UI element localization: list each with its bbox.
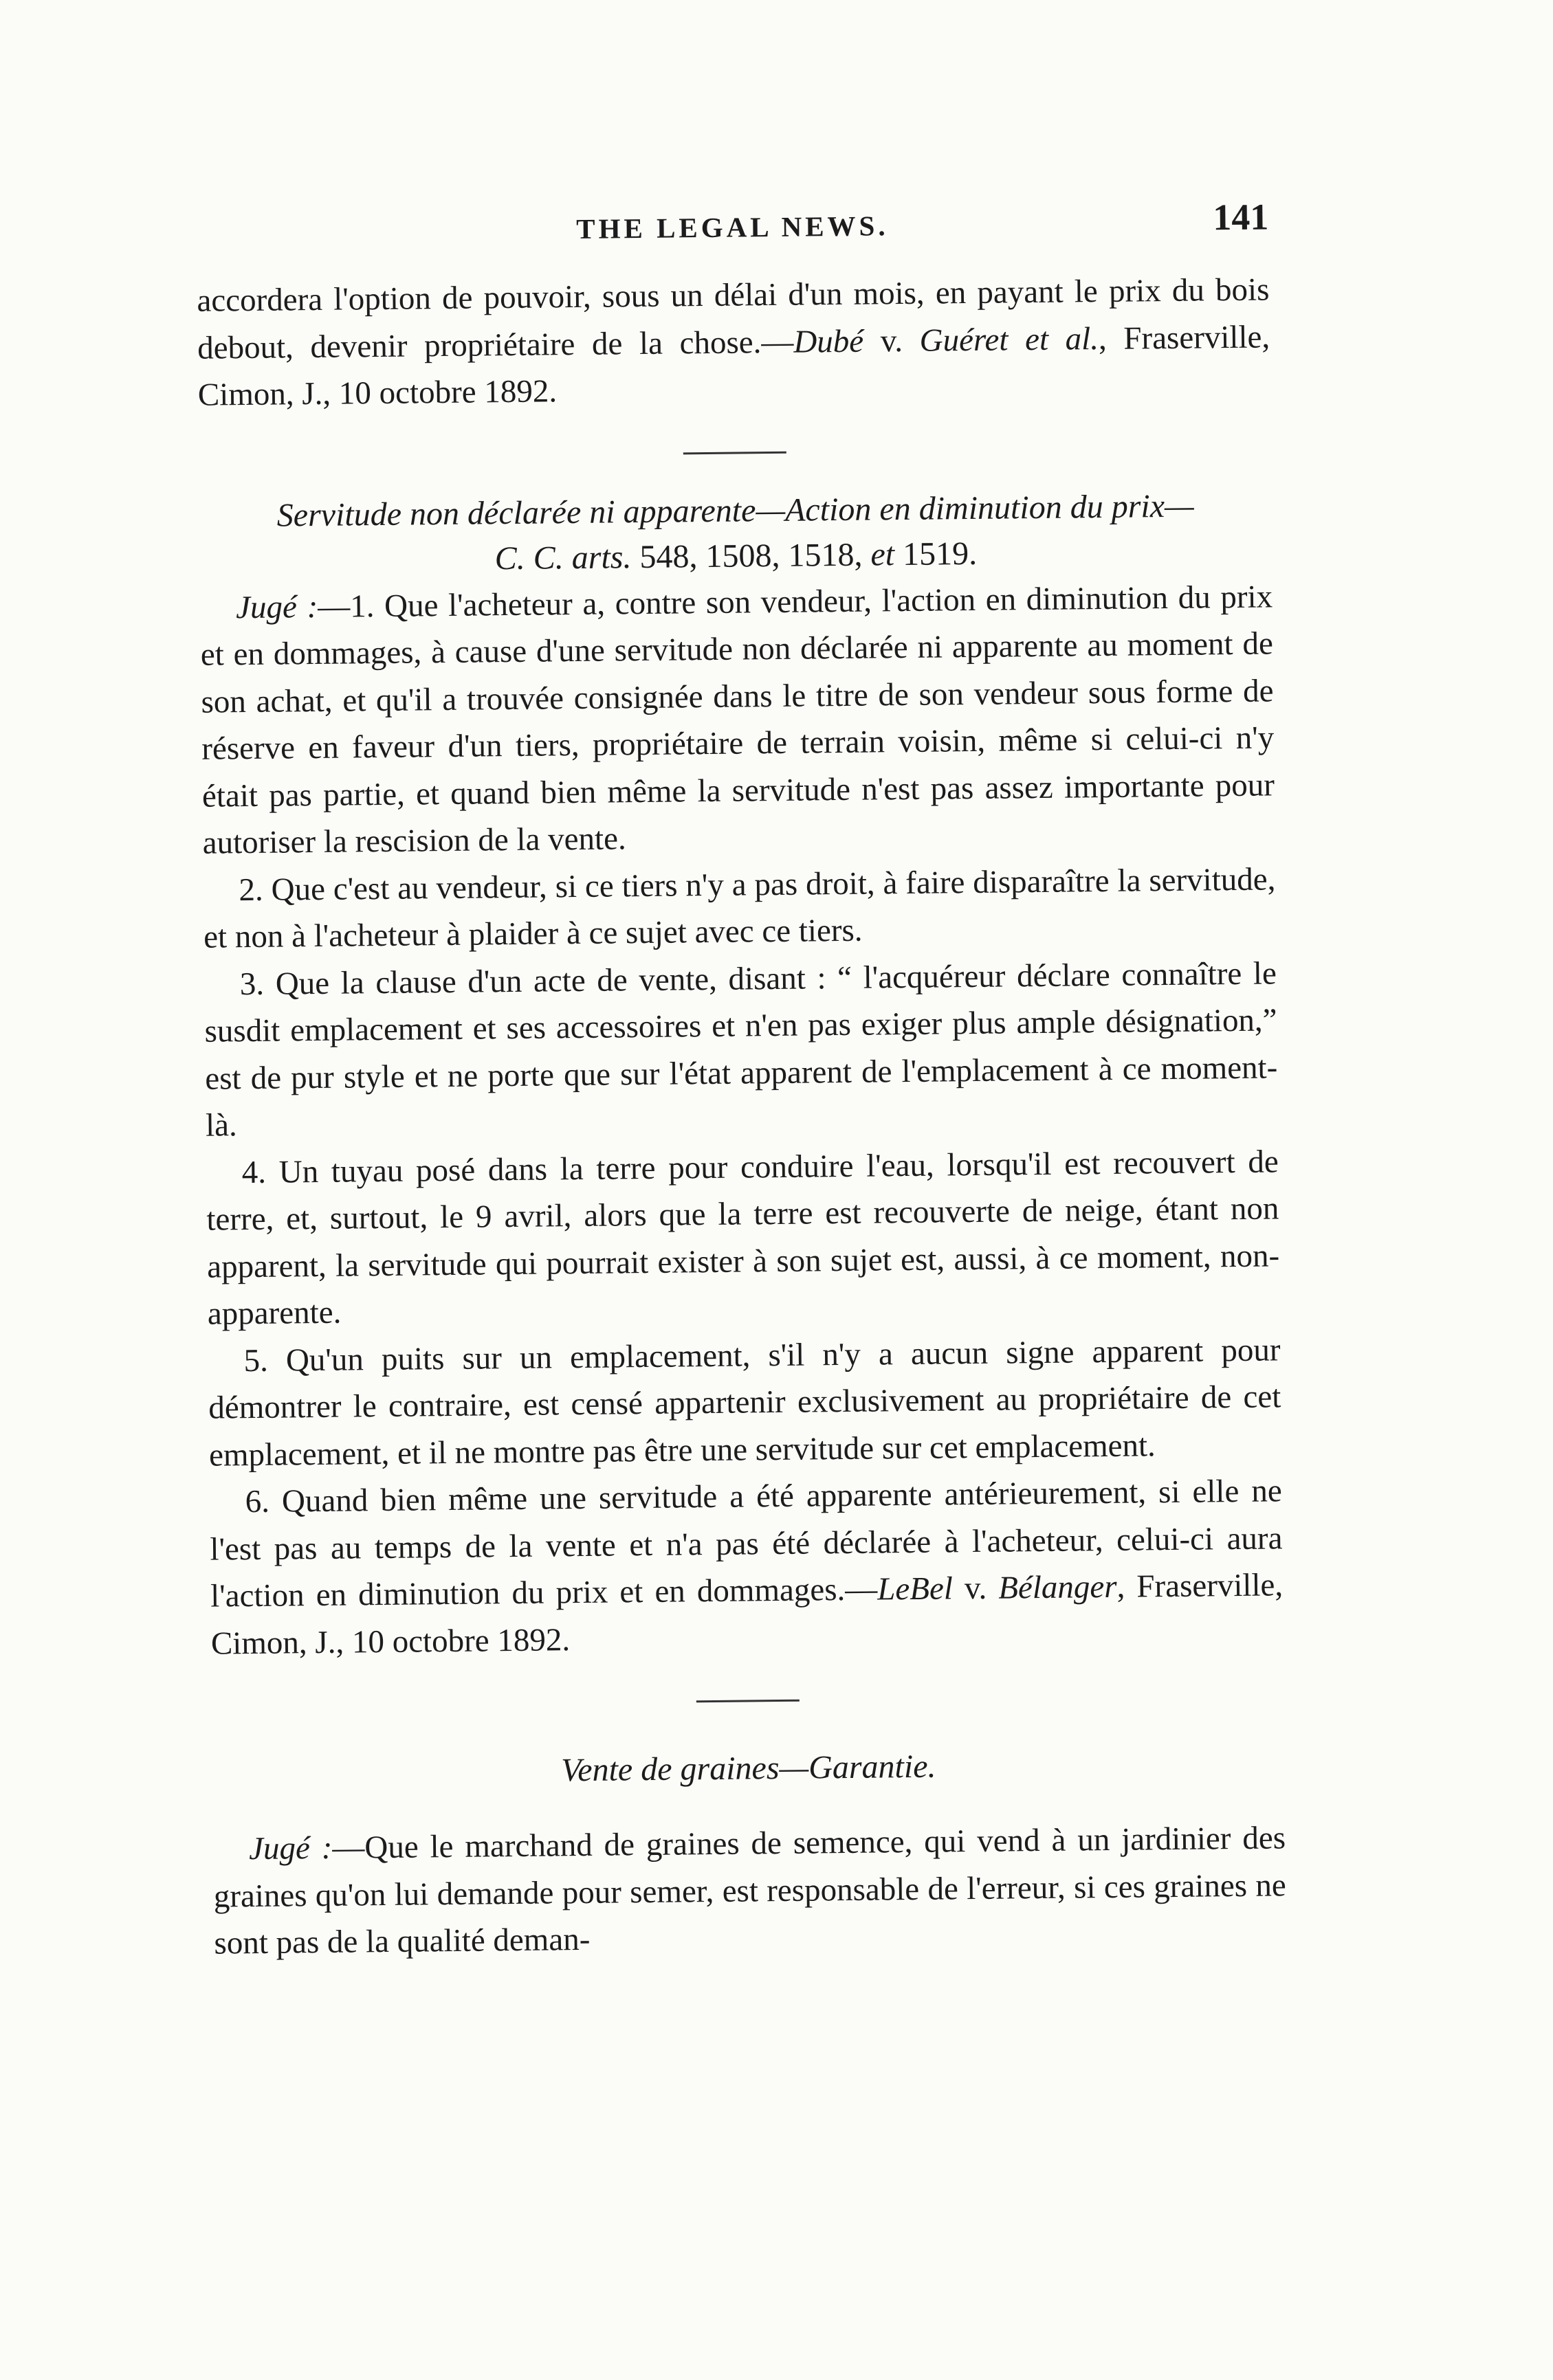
conjunction: et xyxy=(870,535,895,573)
holding-paragraph xyxy=(209,1467,1284,1667)
article-numbers: 1519. xyxy=(894,535,978,572)
versus: v. xyxy=(952,1570,999,1607)
page-body xyxy=(197,266,1287,1967)
civil-code-ref: C. C. arts. xyxy=(494,538,632,577)
carryover-paragraph xyxy=(197,266,1270,419)
running-title: THE LEGAL NEWS. xyxy=(575,210,889,245)
holding-paragraph: 4. Un tuyau posé dans la terre pour conduire l'eau, lorsqu'il est recouvert de terre, et, surtout, le 9 avril, alors que la terre est recouverte de neige, étant non apparent, la servitude qui pourrait exister à son sujet est, aussi, à ce moment, non-apparente. xyxy=(206,1143,1280,1332)
party-name: LeBel xyxy=(877,1570,954,1608)
page-header xyxy=(196,195,1269,261)
case-heading-line: Servitude non déclarée ni apparente—Action en diminution du prix— xyxy=(276,487,1194,534)
versus: v. xyxy=(863,322,920,359)
holding-paragraph: 2. Que c'est au vendeur, si ce tiers n'y a pas droit, à faire disparaître la servitude, et non à l'acheteur à plaider à ce sujet avec ce tiers. xyxy=(203,860,1276,955)
holding-paragraph xyxy=(213,1814,1287,1967)
juge-label: Jugé : xyxy=(248,1830,333,1867)
holding-paragraph: 5. Qu'un puits sur un emplacement, s'il n'y a aucun signe apparent pour démontrer le contraire, est censé appartenir exclusivement au propriétaire de cet emplacement, et il ne montre pas être une servitude sur cet emplacement. xyxy=(208,1331,1281,1473)
party-name: Dubé xyxy=(793,323,864,360)
holding-paragraph: 3. Que la clause d'un acte de vente, disant : “ l'acquéreur déclare connaître le susdit emplacement et ses accessoires et n'en pas exiger plus ample désignation,” est de pur style et ne porte que sur l'état apparent de l'emplacement à ce moment-là. xyxy=(204,955,1278,1144)
article-numbers: 548, 1508, 1518, xyxy=(631,536,871,575)
party-name: Bélanger xyxy=(998,1568,1117,1606)
juge-label: Jugé : xyxy=(235,588,318,625)
carryover-text: accordera l'option de pouvoir, sous un délai d'un mois, en payant le prix du bois debout, devenir propriétaire de la chose.— xyxy=(197,271,1270,366)
section-divider xyxy=(683,451,786,454)
case-heading: Vente de graines—Garantie. xyxy=(560,1748,936,1789)
section-divider xyxy=(696,1700,800,1703)
holding-text: 6. Quand bien même une servitude a été apparente antérieurement, si elle ne l'est pas au temps de la vente et n'a pas été déclarée à l'acheteur, celui-ci aura l'action en diminution du prix et en dommages.— xyxy=(210,1473,1283,1614)
case-heading xyxy=(199,482,1272,584)
holding-text: —1. Que l'acheteur a, contre son vendeur, l'action en diminution du prix et en dommages, à cause d'une servitude non déclarée ni apparente au moment de son achat, et qu'il a trouvée consignée dans le titre de son vendeur sous forme de réserve en faveur d'un tiers, propriétaire de terrain voisin, même si celui-ci n'y était pas partie, et quand bien même la servitude n'est pas assez importante pour autoriser la rescision de la vente. xyxy=(200,578,1275,861)
party-name: Guéret et al. xyxy=(919,320,1099,359)
holding-text: —Que le marchand de graines de semence, qui vend à un jardinier des graines qu'on lui demande pour semer, est responsable de l'erreur, si ces graines ne sont pas de la qualité deman- xyxy=(213,1820,1286,1961)
citation: , Fraserville, Cimon, J., 10 octobre 1892. xyxy=(197,318,1270,413)
page-number: 141 xyxy=(1212,196,1269,238)
citation: , Fraserville, Cimon, J., 10 octobre 1892. xyxy=(210,1567,1284,1662)
holding-paragraph xyxy=(200,573,1275,867)
